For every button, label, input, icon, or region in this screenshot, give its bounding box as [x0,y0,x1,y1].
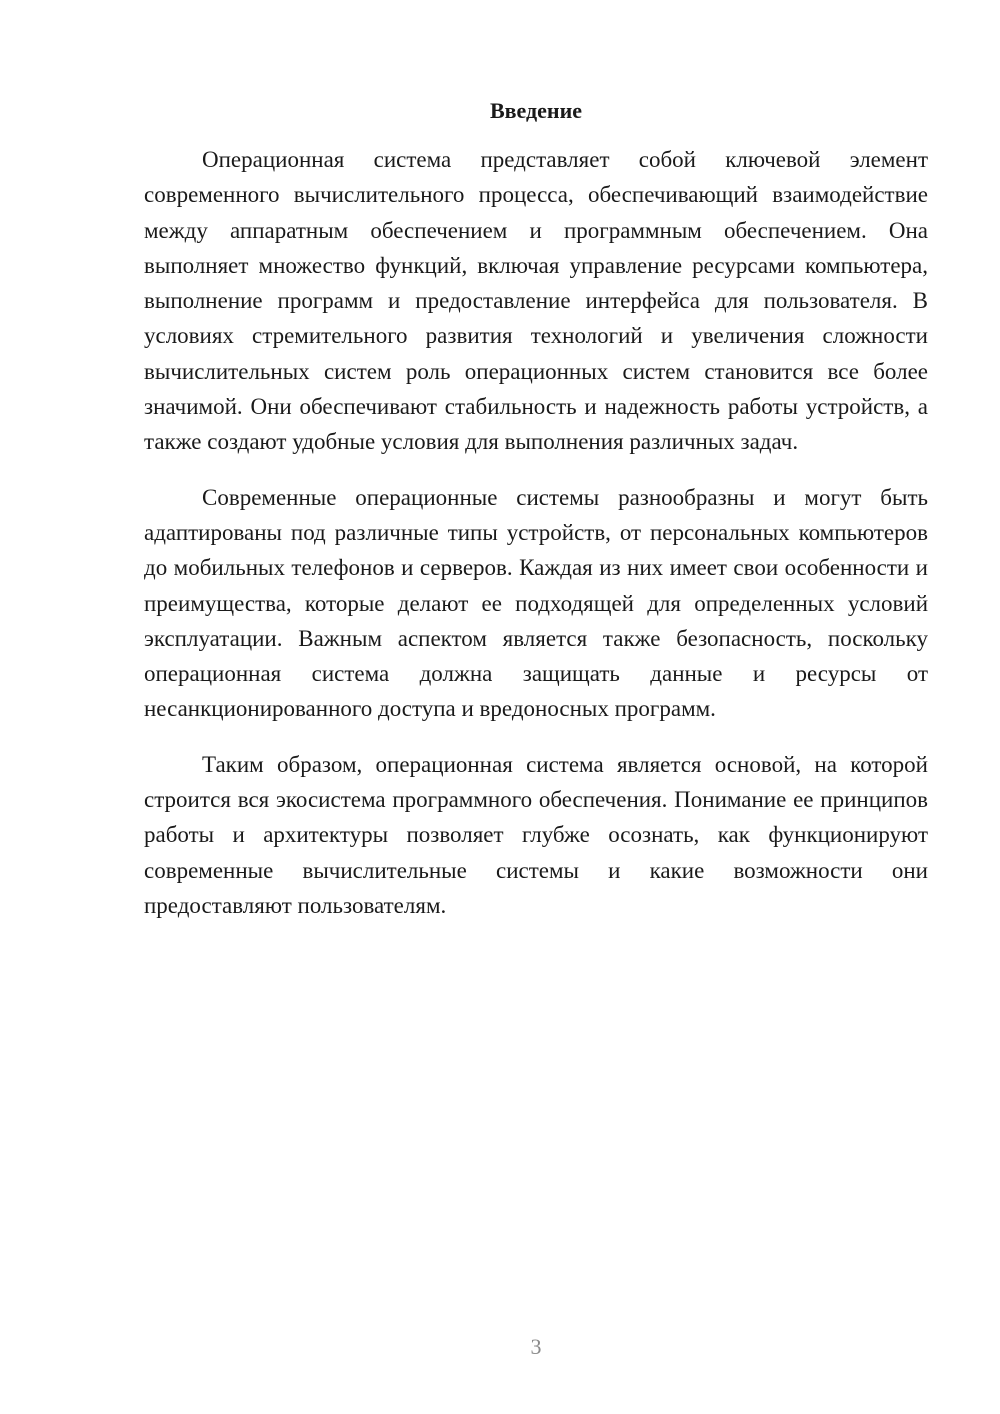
paragraph-1: Операционная система представляет собой ключевой элемент современного вычислительного процесса, обеспечивающий взаимодействие между аппаратным обеспечением и программным обеспечением. Она выполняет множество функций, включая управление ресурсами компьютера, выполнение программ и предоставление интерфейса для пользователя. В условиях стремительного развития технологий и увеличения сложности вычислительных систем роль операционных систем становится все более значимой. Они обеспечивают стабильность и надежность работы устройств, а также создают удобные условия для выполнения различных задач. [144,147,928,455]
page-number: 3 [530,1334,542,1359]
section-title: Введение [489,98,583,123]
paragraph-2: Современные операционные системы разнообразны и могут быть адаптированы под различные типы устройств, от персональных компьютеров до мобильных телефонов и серверов. Каждая из них имеет свои особенности и преимущества, которые делают ее подходящей для определенных условий эксплуатации. Важным аспектом является также безопасность, поскольку операционная система должна защищать данные и ресурсы от несанкционированного доступа и вредоносных программ. [144,484,928,722]
paragraph-3: Таким образом, операционная система является основой, на которой строится вся экосистема программного обеспечения. Понимание ее принципов работы и архитектуры позволяет глубже осознать, как функционируют современные вычислительные системы и какие возможности они предоставляют пользователям. [144,751,928,918]
body-text [144,142,928,943]
